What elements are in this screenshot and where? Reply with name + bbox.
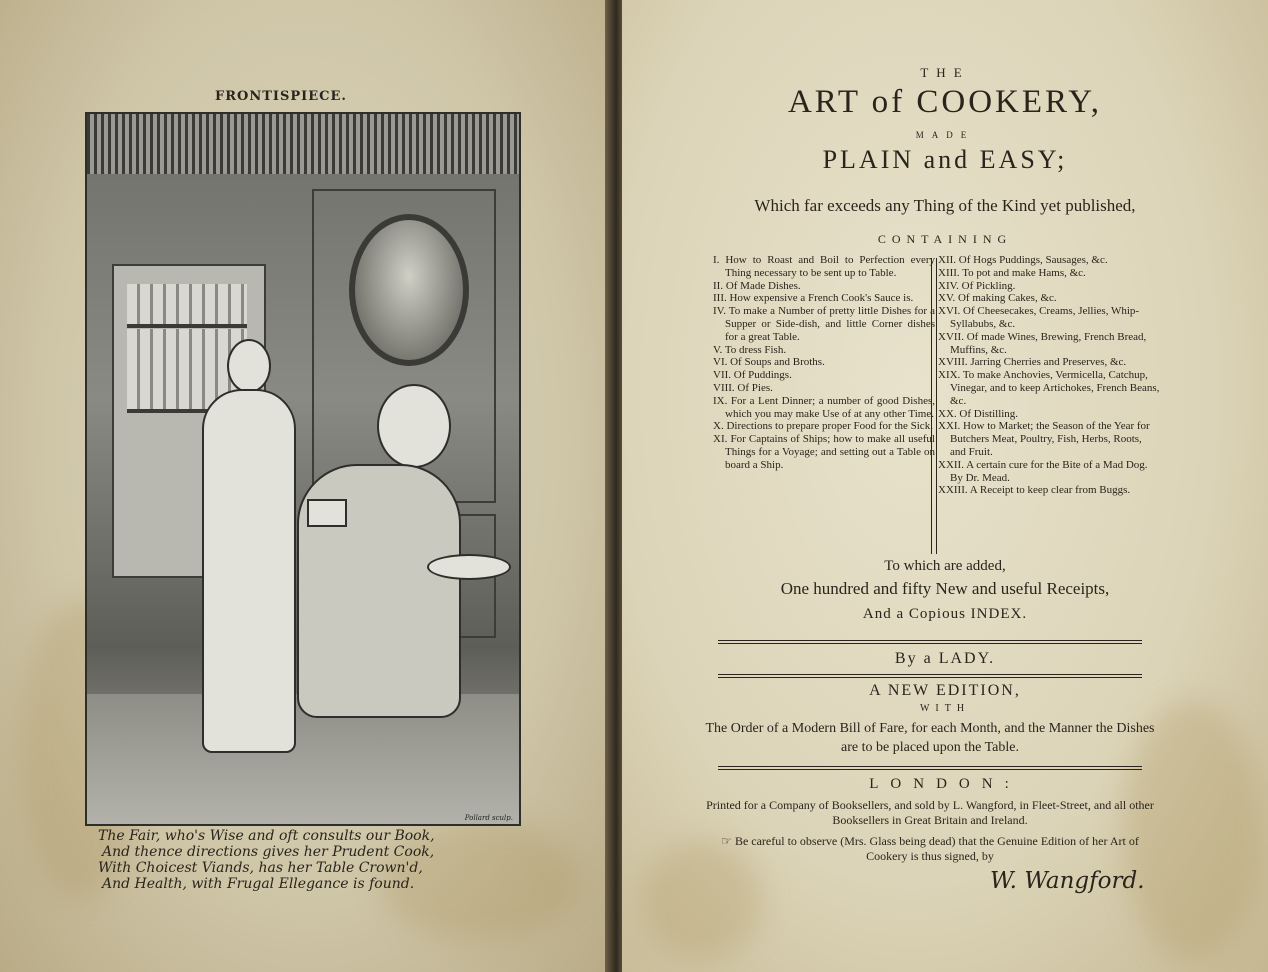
contents-item: VII. Of Puddings. — [713, 369, 792, 382]
rule — [718, 643, 1142, 644]
contents-item: III. How expensive a French Cook's Sauce is. — [713, 292, 914, 305]
column-divider — [931, 258, 937, 554]
rule — [718, 677, 1142, 678]
contents-item: XVII. Of made Wines, Brewing, French Bread, Muffins, &c. — [938, 330, 1147, 356]
verse-line: With Choicest Viands, has her Table Crown'd, — [98, 860, 423, 876]
imprint-city: LONDON: — [869, 776, 1021, 792]
contents-item: VI. Of Soups and Broths. — [713, 356, 825, 369]
maid-head — [227, 339, 271, 393]
receipts-line: One hundred and fifty New and useful Receipts, — [780, 579, 1110, 598]
containing-heading: CONTAINING — [877, 232, 1013, 246]
contents-item: XX. Of Distilling. — [938, 407, 1019, 420]
contents-left-column — [713, 254, 935, 472]
contents-item: I. How to Roast and Boil to Perfection every Thing necessary to be sent up to Table. — [713, 254, 935, 279]
contents-item: XV. Of making Cakes, &c. — [938, 292, 1057, 305]
oval-portrait — [349, 214, 469, 366]
added-line: To which are added, — [884, 558, 1006, 574]
lady-headdress — [377, 384, 451, 468]
maid-figure — [202, 389, 296, 753]
verse-line: And Health, with Frugal Ellegance is found. — [102, 876, 415, 892]
index-line: And a Copious INDEX. — [862, 606, 1028, 622]
verse-line: And thence directions gives her Prudent Cook, — [102, 844, 435, 860]
contents-item: XXIII. A Receipt to keep clear from Buggs. — [938, 484, 1131, 497]
contents-item: IX. For a Lent Dinner; a number of good Dishes, which you may make Use of at any other Time. — [713, 394, 935, 420]
signature: W. Wangford. — [990, 868, 1145, 894]
title-made: MADE — [915, 130, 975, 140]
engraver-credit: Pollard sculp. — [464, 814, 513, 822]
contents-item: X. Directions to prepare proper Food for the Sick. — [713, 420, 933, 433]
rule — [718, 769, 1142, 770]
contents-right-column — [938, 254, 1160, 497]
edition-line: A NEW EDITION, — [869, 682, 1021, 699]
pointing-hand-icon: ☞ — [721, 834, 732, 848]
contents-item: VIII. Of Pies. — [713, 381, 773, 394]
rule — [718, 640, 1142, 641]
engraving-plate — [85, 112, 521, 826]
verse-line: The Fair, who's Wise and oft consults our Book, — [98, 828, 435, 844]
contents-item: XVI. Of Cheesecakes, Creams, Jellies, Whip-Syllabubs, &c. — [938, 305, 1140, 330]
imprint-text: Printed for a Company of Booksellers, and sold by L. Wangford, in Fleet-Street, and all other Booksellers in Great Britain and Ireland. — [706, 798, 1154, 827]
title-main: ART of COOKERY, — [787, 84, 1103, 120]
contents-item: II. Of Made Dishes. — [713, 279, 801, 292]
round-table — [427, 554, 511, 580]
frontispiece-verse — [98, 828, 508, 892]
notice-text: Be careful to observe (Mrs. Glass being dead) that the Genuine Edition of her Art of Cookery is thus signed, by — [734, 834, 1139, 863]
contents-item: XIII. To pot and make Hams, &c. — [938, 266, 1086, 279]
with-line: WITH — [919, 703, 971, 714]
plate-shelf — [127, 284, 247, 328]
engraved-cornice — [87, 114, 519, 174]
contents-item: XII. Of Hogs Puddings, Sausages, &c. — [938, 254, 1108, 266]
bill-of-fare-paper — [307, 499, 347, 527]
contents-item: XI. For Captains of Ships; how to make all useful Things for a Voyage; and setting out a Table on board a Ship. — [713, 433, 935, 471]
bill-of-fare-line: The Order of a Modern Bill of Fare, for each Month, and the Manner the Dishes are to be placed upon the Table. — [705, 721, 1155, 755]
frontispiece-heading: FRONTISPIECE. — [215, 89, 347, 104]
title-the: THE — [920, 65, 970, 80]
rule — [718, 766, 1142, 767]
rule — [718, 674, 1142, 675]
contents-item: XIV. Of Pickling. — [938, 279, 1016, 292]
author-line: By a LADY. — [894, 650, 996, 667]
title-tagline: Which far exceeds any Thing of the Kind yet published, — [754, 196, 1136, 215]
contents-item: V. To dress Fish. — [713, 343, 787, 356]
contents-item: XXI. How to Market; the Season of the Year for Butchers Meat, Poultry, Fish, Herbs, Roots, and Fruit. — [938, 420, 1150, 458]
genuine-edition-notice — [700, 834, 1160, 864]
contents-item: XIX. To make Anchovies, Vermicella, Catchup, Vinegar, and to keep Artichokes, French Beans, &c. — [938, 369, 1160, 407]
contents-item: XXII. A certain cure for the Bite of a Mad Dog. By Dr. Mead. — [938, 458, 1148, 484]
contents-item: XVIII. Jarring Cherries and Preserves, &c. — [938, 356, 1127, 369]
engraved-floor — [87, 694, 519, 824]
title-subtitle: PLAIN and EASY; — [822, 145, 1068, 174]
contents-item: IV. To make a Number of pretty little Dishes for a Supper or Side-dish, and little Corner dishes for a great Table. — [713, 305, 935, 343]
